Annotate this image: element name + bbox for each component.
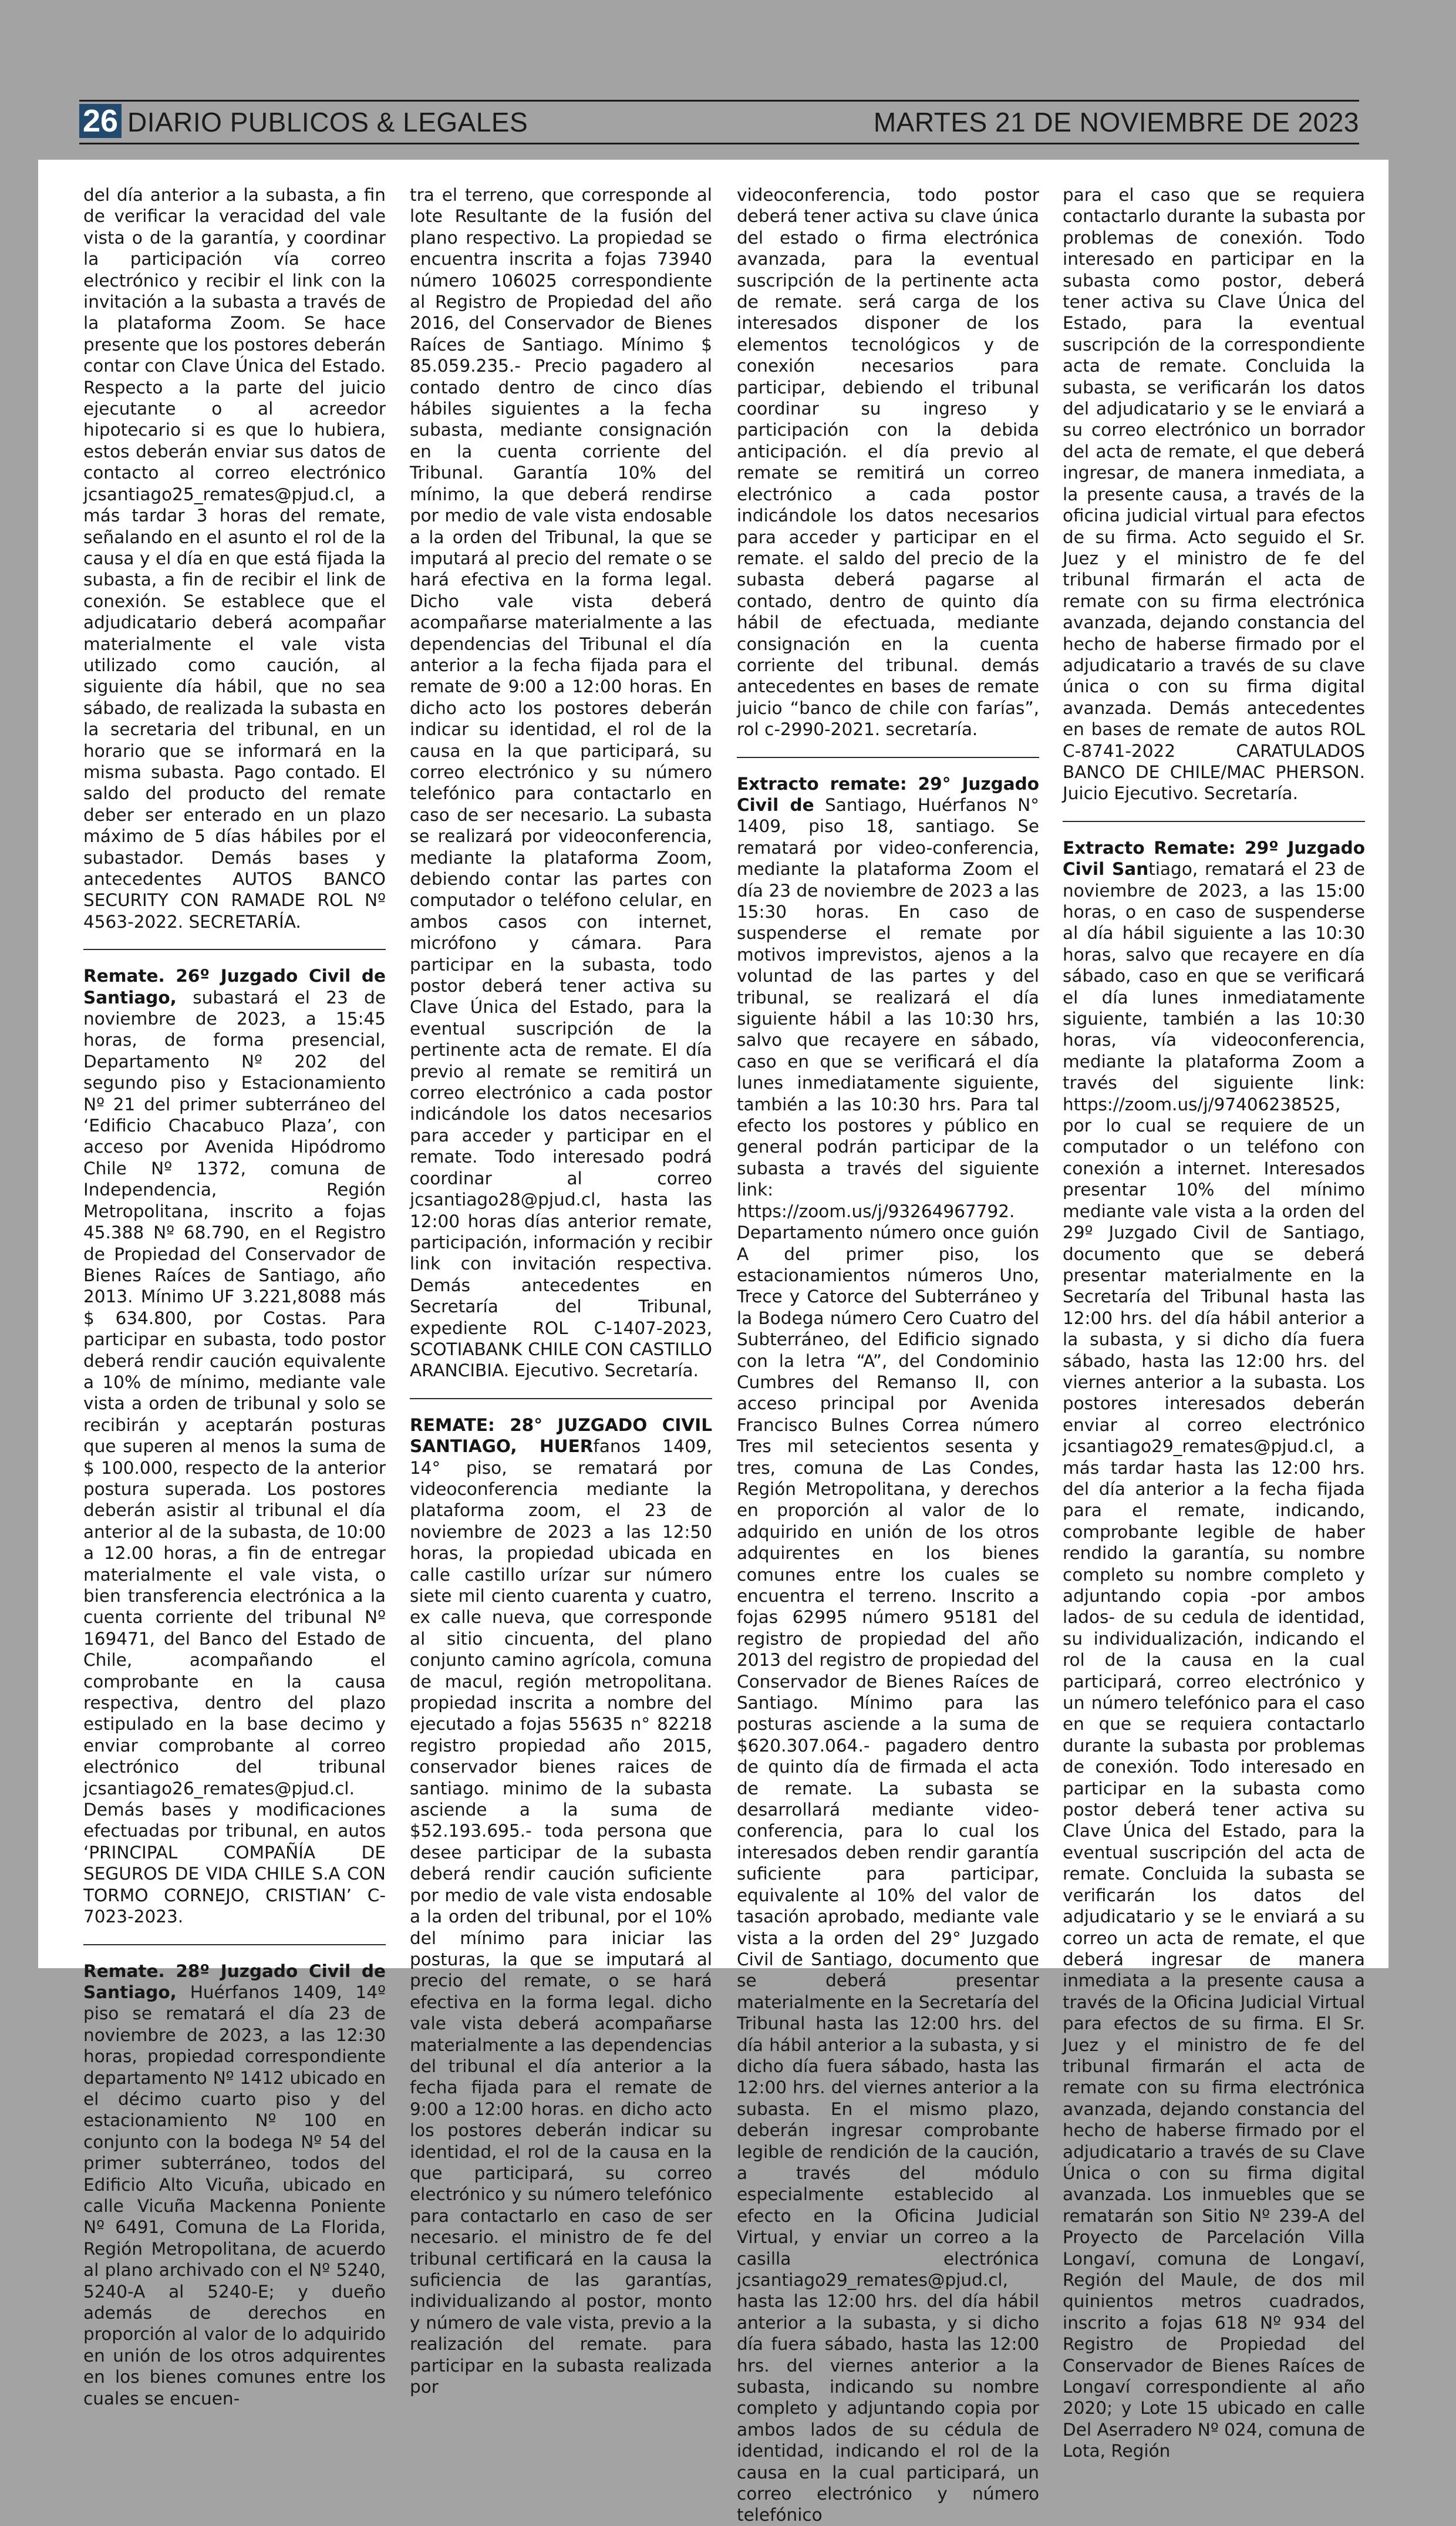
notice-body: fanos 1409, 14° piso, se rematará por videoconferencia mediante la plataforma zoom, el 23 de noviembre de 2023 a las 12:50 horas, la propiedad ubicada en calle castillo urízar sur número siete mil ciento cuarenta y cuatro, ex calle nueva, que corresponde al sitio cincuenta, del plano conjunto camino agrícola, comuna de macul, región metropolitana. propiedad inscrita a nombre del ejecutado a fojas 55635 n° 82218 registro propiedad año 2015, conservador bienes raices de santiago. minimo de la subasta asciende a la suma de $52.193.695.- toda persona que desee participar de la subasta deberá rendir caución suficiente por medio de vale vista endosable a la orden del tribunal, por el 10% del mínimo para iniciar las posturas, la que se imputará al precio del remate, o se hará efectiva en la forma legal. dicho vale vista deberá acompañarse materialmente a las dependencias del tribunal el día anterior a la fecha fijada para el remate de 9:00 a 12:00 horas. en dicho acto los postores deberán indicar su identidad, el rol de la causa en la que participará, su correo electrónico y su número telefónico para contactarlo en caso de ser necesario. el ministro de fe del tribunal certificará en la causa la suficiencia de las garantías, individualizando al postor, monto y número de vale vista, previo a la realización del remate. para participar en la subasta realizada por xyxy=(410,1436,712,2397)
notice-heading: Extracto remate: 29° Juzgado Civil de xyxy=(737,773,1039,815)
notice-divider xyxy=(410,1398,712,1399)
notice-body: subastará el 23 de noviembre de 2023, a 15:45 horas, de forma presencial, Departamento Nº 202 del segundo piso y Estacionamiento Nº 21 del primer subterráneo del ‘Edificio Chacabuco Plaza’, con acceso por Avenida Hipódromo Chile Nº 1372, comuna de Independencia, Región Metropolitana, inscrito a fojas 45.388 Nº 68.790, en el Registro de Propiedad del Conservador de Bienes Raíces de Santiago, año 2013. Mínimo UF 3.221,8088 más $ 634.800, por Costas. Para participar en subasta, todo postor deberá rendir caución equivalente a 10% de mínimo, mediante vale vista a orden de tribunal y solo se recibirán y aceptarán posturas que superen al menos la suma de $ 100.000, respecto de la anterior postura superada. Los postores deberán asistir al tribunal el día anterior al de la subasta, de 10:00 a 12.00 horas, a fin de entregar materialmente el vale vista, o bien transferencia electrónica a la cuenta corriente del tribunal Nº 169471, del Banco del Estado de Chile, acompañando el comprobante en la causa respectiva, dentro del plazo estipulado en la base decimo y enviar comprobante al correo electrónico del tribunal jcsantiago26_remates@pjud.cl. Demás bases y modificaciones efectuadas por tribunal, en autos ‘PRINCIPAL COMPAÑÍA DE SEGUROS DE VIDA CHILE S.A CON TORMO CORNEJO, CRISTIAN’ C-7023-2023. xyxy=(83,987,386,1927)
column-1 xyxy=(83,184,386,2409)
publication-name: DIARIO PUBLICOS & LEGALES xyxy=(127,107,528,137)
notice-continuation: para el caso que se requiera contactarlo durante la subasta por problemas de conexión. Todo interesado en participar en la subasta como postor, deberá tener activa su Clave Única del Estado, para la eventual suscripción de la correspondiente acta de remate. Concluida la subasta, se verificarán los datos del adjudicatario y se le enviará a su correo electrónico un borrador del acta de remate, el que deberá ingresar, de manera inmediata, a la presente causa, a través de la oficina judicial virtual para efectos de su firma. Acto seguido el Sr. Juez y el ministro de fe del tribunal firmarán el acta de remate con su firma electrónica avanzada, dejando constancia del hecho de haberse firmado por el adjudicatario a través de su clave única o con su firma digital avanzada. Demás antecedentes en bases de remate de autos ROL C-8741-2022 CARATULADOS BANCO DE CHILE/MAC PHERSON. Juicio Ejecutivo. Secretaría. xyxy=(1063,185,1365,804)
notice-heading: REMATE: 28° JUZGADO CIVIL SANTIAGO, HUER xyxy=(410,1414,712,1457)
notice-divider xyxy=(1063,821,1365,822)
newspaper-page xyxy=(38,160,1388,2525)
notice-divider xyxy=(83,1944,386,1945)
notice-remate-28-juzgado xyxy=(83,1961,386,2410)
notice-heading: Remate. 26º Juzgado Civil de Santiago, xyxy=(83,966,386,1008)
page-number: 26 xyxy=(79,104,122,138)
notice-heading: Extracto Remate: 29º Juzgado Civil San xyxy=(1063,837,1365,880)
column-3 xyxy=(737,184,1039,2525)
notice-continuation: del día anterior a la subasta, a fin de verificar la veracidad del vale vista o de la garantía, y coordinar la participación vía correo electrónico y recibir el link con la invitación a la subasta a través de la plataforma Zoom. Se hace presente que los postores deberán contar con Clave Única del Estado. Respecto a la parte del juicio ejecutante o al acreedor hipotecario si es que lo hubiera, estos deberán enviar sus datos de contacto al correo electrónico jcsantiago25_remates@pjud.cl, a más tardar 3 horas del remate, señalando en el asunto el rol de la causa y el día en que está fijada la subasta, a fin de recibir el link de conexión. Se establece que el adjudicatario deberá acompañar materialmente el vale vista utilizado como caución, al siguiente día hábil, que no sea sábado, de realizada la subasta en la secretaria del tribunal, en un horario que se informará en la misma subasta. Pago contado. El saldo del producto del remate deber ser enterado en un plazo máximo de 5 días hábiles por el subastador. Demás bases y antecedentes AUTOS BANCO SECURITY CON RAMADE ROL Nº 4563-2022. SECRETARÍA. xyxy=(83,185,386,932)
notice-body: tiago, rematará el 23 de noviembre de 2023, a las 15:00 horas, o en caso de suspenderse al día hábil siguiente a las 10:30 horas, salvo que recayere en día sábado, caso en que se verificará el día lunes inmediatamente siguiente, también a las 10:30 horas, vía videoconferencia, mediante la plataforma Zoom a través del siguiente link: https://zoom.us/j/97406238525, por lo cual se requiere de un computador o un teléfono con conexión a internet. Interesados presentar 10% del mínimo mediante vale vista a la orden del 29º Juzgado Civil de Santiago, documento que se deberá presentar materialmente en la Secretaría del Tribunal hasta las 12:00 hrs. del día hábil anterior a la subasta, y si dicho día fuera sábado, hasta las 12:00 hrs. del viernes anterior a la subasta. Los postores interesados deberán enviar al correo electrónico jcsantiago29_remates@pjud.cl, a más tardar hasta las 12:00 hrs. del día anterior a la fecha fijada para el remate, indicando, comprobante legible de haber rendido la garantía, su nombre completo su nombre completo y adjuntando copia -por ambos lados- de su cedula de identidad, su individualización, indicando el rol de la causa en la cual participará, correo electrónico y un número telefónico para el caso en que se requiera contactarlo durante la subasta por problemas de conexión. Todo interesado en participar en la subasta como postor deberá tener activa su Clave Única del Estado, para la eventual suscripción del acta de remate. Concluida la subasta se verificarán los datos del adjudicatario y se le enviará a su correo un acta de remate, el que deberá ingresar de manera inmediata a la presente causa a través de la Oficina Judicial Virtual para efectos de su firma. El Sr. Juez y el ministro de fe del tribunal firmarán el acta de remate con su firma electrónica avanzada, dejando constancia del hecho de haberse firmado por el adjudicatario a través de su Clave Única o con su firma digital avanzada. Los inmuebles que se rematarán son Sitio Nº 239-A del Proyecto de Parcelación Villa Longaví, comuna de Longaví, Región del Maule, de dos mil quinientos metros cuadrados, inscrito a fojas 618 Nº 934 del Registro de Propiedad del Conservador de Bienes Raíces de Longaví correspondiente al año 2020; y Lote 15 ubicado en calle Del Aserradero Nº 024, comuna de Lota, Región xyxy=(1063,859,1365,2461)
notice-divider xyxy=(83,949,386,950)
notice-extracto-29-juzgado-civil xyxy=(1063,837,1365,2462)
notice-remate-26-juzgado xyxy=(83,965,386,1927)
publication-date: MARTES 21 DE NOVIEMBRE DE 2023 xyxy=(873,107,1359,137)
notice-remate-28-juzgado-civil xyxy=(410,1414,712,2398)
notice-body: Huérfanos 1409, 14º piso se rematará el día 23 de noviembre de 2023, a las 12:30 horas, propiedad correspondiente departamento Nº 1412 ubicado en el décimo cuarto piso y del estacionamiento Nº 100 en conjunto con la bodega Nº 54 del primer subterráneo, todos del Edificio Alto Vicuña, ubicado en calle Vicuña Mackenna Poniente Nº 6491, Comuna de La Florida, Región Metropolitana, de acuerdo al plano archivado con el Nº 5240, 5240-A al 5240-E; y dueño además de derechos en proporción al valor de lo adquirido en unión de los otros adquirentes en los bienes comunes entre los cuales se encuen- xyxy=(83,1982,386,2409)
notice-continuation: tra el terreno, que corresponde al lote Resultante de la fusión del plano respectivo. La propiedad se encuentra inscrita a fojas 73940 número 106025 correspondiente al Registro de Propiedad del año 2016, del Conservador de Bienes Raíces de Santiago. Mínimo $ 85.059.235.- Precio pagadero al contado dentro de cinco días hábiles siguientes a la fecha subasta, mediante consignación en la cuenta corriente del Tribunal. Garantía 10% del mínimo, la que deberá rendirse por medio de vale vista endosable a la orden del Tribunal, la que se imputará al precio del remate o se hará efectiva en la forma legal. Dicho vale vista deberá acompañarse materialmente a las dependencias del Tribunal el día anterior a la fecha fijada para el remate de 9:00 a 12:00 horas. En dicho acto los postores deberán indicar su identidad, el rol de la causa en la que participará, su correo electrónico y su número telefónico para contactarlo en caso de ser necesario. La subasta se realizará por videoconferencia, mediante la plataforma Zoom, debiendo contar las partes con computador o teléfono celular, en ambos casos con internet, micrófono y cámara. Para participar en la subasta, todo postor deberá tener activa su Clave Única del Estado, para la eventual suscripción de la pertinente acta de remate. El día previo al remate se remitirá un correo electrónico a cada postor indicándole los datos necesarios para acceder y participar en el remate. Todo interesado podrá coordinar al correo jcsantiago28@pjud.cl, hasta las 12:00 horas días anterior remate, participación, información y recibir link con invitación respectiva. Demás antecedentes en Secretaría del Tribunal, expediente ROL C-1407-2023, SCOTIABANK CHILE CON CASTILLO ARANCIBIA. Ejecutivo. Secretaría. xyxy=(410,185,712,1381)
column-2 xyxy=(410,184,712,2397)
page-header xyxy=(79,100,1359,144)
notice-continuation: videoconferencia, todo postor deberá tener activa su clave única del estado o firma electrónica avanzada, para la eventual suscripción de la pertinente acta de remate. será carga de los interesados disponer de los elementos tecnológicos y de conexión necesarios para participar, debiendo el tribunal coordinar su ingreso y participación con la debida anticipación. el día previo al remate se remitirá un correo electrónico a cada postor indicándole los datos necesarios para acceder y participar en el remate. el saldo del precio de la subasta deberá pagarse al contado, dentro de quinto día hábil de efectuada, mediante consignación en la cuenta corriente del tribunal. demás antecedentes en bases de remate juicio “banco de chile con farías”, rol c-2990-2021. secretaría. xyxy=(737,185,1039,740)
notice-extracto-29-juzgado xyxy=(737,773,1039,2526)
column-4 xyxy=(1063,184,1365,2461)
notice-heading: Remate. 28º Juzgado Civil de Santiago, xyxy=(83,1961,386,2002)
notice-divider xyxy=(737,757,1039,758)
notice-body: Santiago, Huérfanos N° 1409, piso 18, santiago. Se rematará por video-conferencia, mediante la plataforma Zoom el día 23 de noviembre de 2023 a las 15:30 horas. En caso de suspenderse el remate por motivos imprevistos, ajenos a la voluntad de las partes y del tribunal, se realizará el día siguiente hábil a las 10:30 hrs, salvo que recayere en sábado, caso en que se verificará el día lunes inmediatamente siguiente, también a las 10:30 hrs. Para tal efecto los postores y público en general podrán participar de la subasta a través del siguiente link: https://zoom.us/j/93264967792. Departamento número once guión A del primer piso, los estacionamientos números Uno, Trece y Catorce del Subterráneo y la Bodega número Cero Cuatro del Subterráneo, del Edificio signado con la letra “A”, del Condominio Cumbres del Remanso II, con acceso principal por Avenida Francisco Bulnes Correa número Tres mil setecientos sesenta y tres, comuna de Las Condes, Región Metropolitana, y derechos en proporción al valor de lo adquirido en unión de los otros adquirentes en los bienes comunes entre los cuales se encuentra el terreno. Inscrito a fojas 62995 número 95181 del registro de propiedad del año 2013 del registro de propiedad del Conservador de Bienes Raíces de Santiago. Mínimo para las posturas asciende a la suma de $620.307.064.- pagadero dentro de quinto día de firmada el acta de remate. La subasta se desarrollará mediante video-conferencia, para lo cual los interesados deben rendir garantía suficiente para participar, equivalente al 10% del valor de tasación aprobado, mediante vale vista a la orden del 29° Juzgado Civil de Santiago, documento que se deberá presentar materialmente en la Secretaría del Tribunal hasta las 12:00 hrs. del día hábil anterior a la subasta, y si dicho día fuera sábado, hasta las 12:00 hrs. del viernes anterior a la subasta. En el mismo plazo, deberán ingresar comprobante legible de rendición de la caución, a través del módulo especialmente establecido al efecto en la Oficina Judicial Virtual, y enviar un correo a la casilla electrónica jcsantiago29_remates@pjud.cl, hasta las 12:00 hrs. del día hábil anterior a la subasta, y si dicho día fuera sábado, hasta las 12:00 hrs. del viernes anterior a la subasta, indicando su nombre completo y adjuntando copia por ambos lados de su cédula de identidad, indicando el rol de la causa en la cual participará, un correo electrónico y número telefónico xyxy=(737,794,1039,2525)
